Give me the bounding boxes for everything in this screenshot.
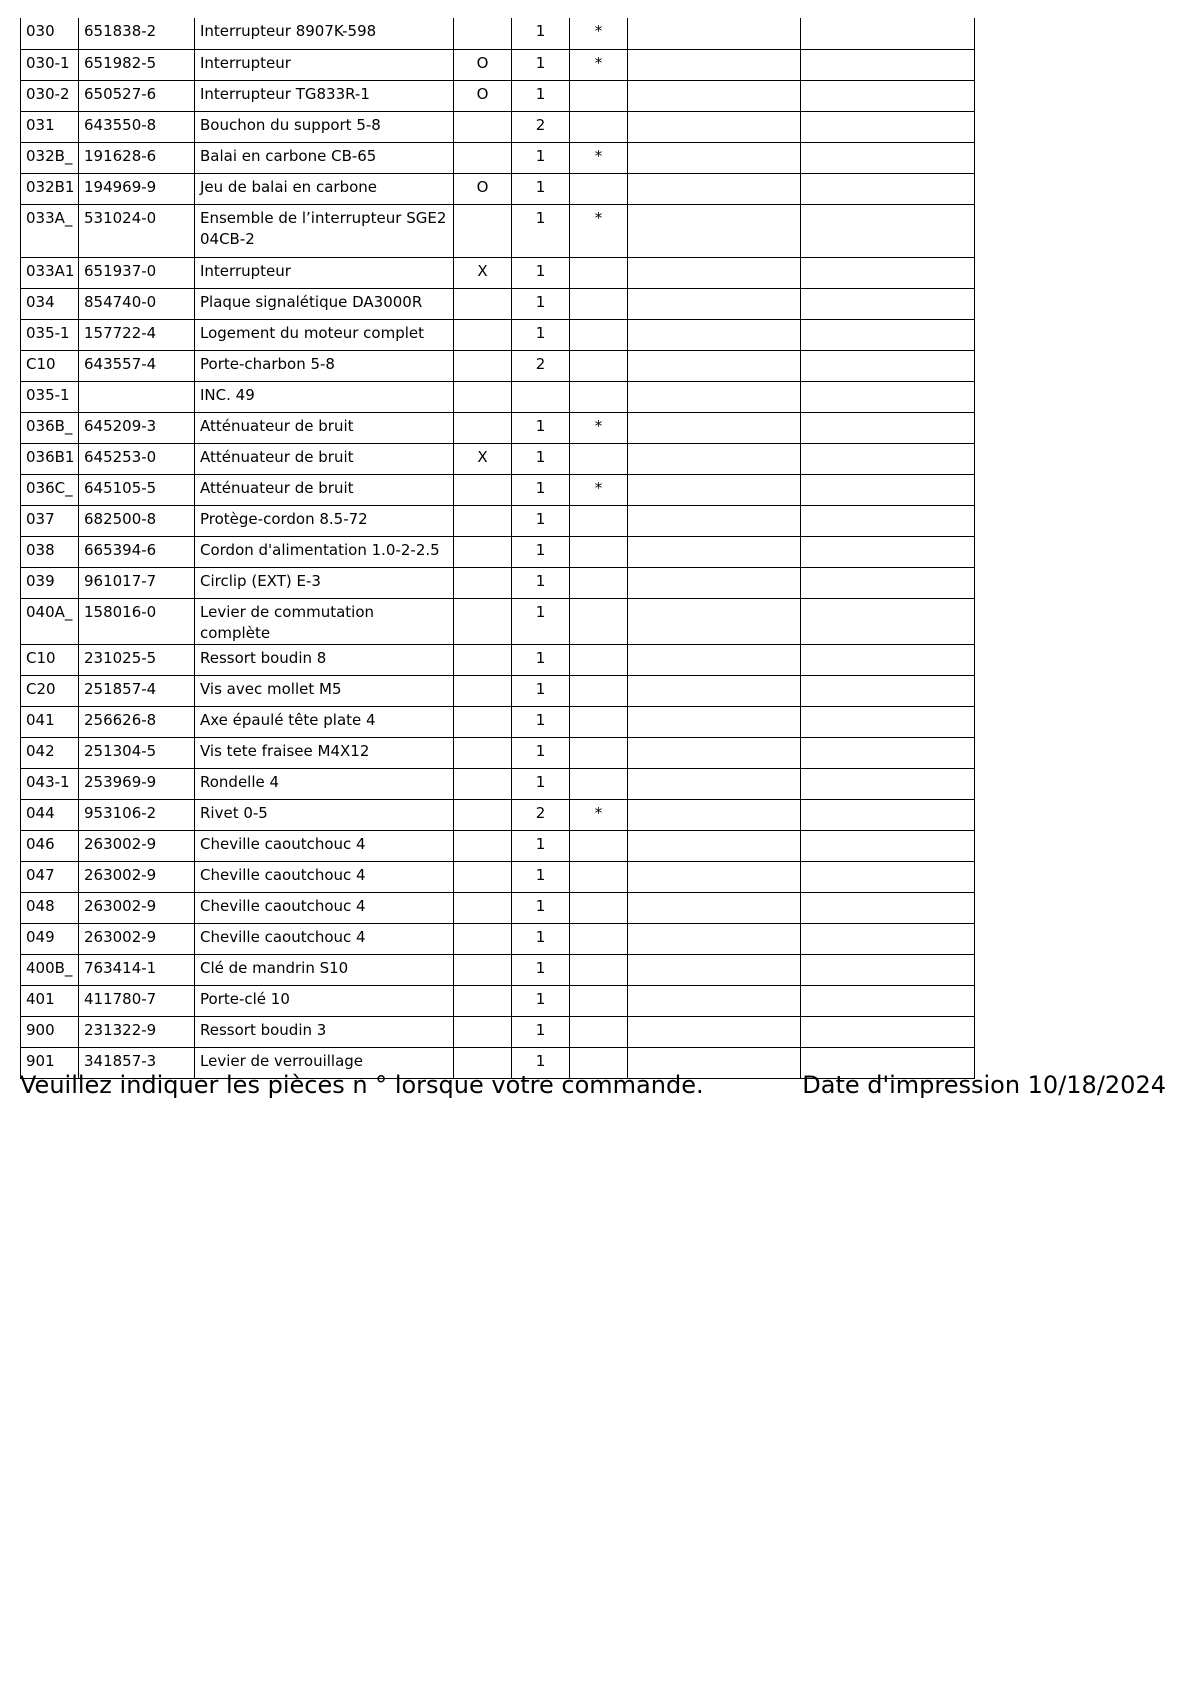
part-ref-cell: 645105-5 [79, 474, 195, 505]
table-row [21, 861, 975, 892]
table-row [21, 644, 975, 675]
mark-cell [454, 319, 512, 350]
part-number-cell: 033A_ [21, 204, 79, 257]
note-cell [570, 1016, 628, 1047]
table-row [21, 350, 975, 381]
empty-cell [801, 923, 975, 954]
empty-cell [801, 257, 975, 288]
empty-cell [628, 142, 801, 173]
table-row [21, 985, 975, 1016]
empty-cell [801, 768, 975, 799]
part-number-cell: 048 [21, 892, 79, 923]
part-number-cell: C10 [21, 644, 79, 675]
empty-cell [628, 350, 801, 381]
quantity-cell: 1 [512, 49, 570, 80]
note-cell: * [570, 412, 628, 443]
part-ref-cell: 157722-4 [79, 319, 195, 350]
part-ref-cell: 256626-8 [79, 706, 195, 737]
quantity-cell: 1 [512, 288, 570, 319]
note-cell: * [570, 142, 628, 173]
empty-cell [801, 505, 975, 536]
empty-cell [801, 18, 975, 49]
part-number-cell: 400B_ [21, 954, 79, 985]
quantity-cell: 1 [512, 173, 570, 204]
description-cell: Jeu de balai en carbone [195, 173, 454, 204]
empty-cell [801, 173, 975, 204]
part-number-cell: 900 [21, 1016, 79, 1047]
empty-cell [628, 954, 801, 985]
table-row [21, 474, 975, 505]
quantity-cell: 1 [512, 954, 570, 985]
part-ref-cell: 194969-9 [79, 173, 195, 204]
description-cell: Cordon d'alimentation 1.0-2-2.5 [195, 536, 454, 567]
description-cell: INC. 49 [195, 381, 454, 412]
part-number-cell: 901 [21, 1047, 79, 1078]
part-ref-cell: 645209-3 [79, 412, 195, 443]
mark-cell: O [454, 49, 512, 80]
empty-cell [801, 567, 975, 598]
table-row [21, 799, 975, 830]
description-cell: Levier de verrouillage [195, 1047, 454, 1078]
empty-cell [801, 675, 975, 706]
part-ref-cell: 961017-7 [79, 567, 195, 598]
description-cell: Vis tete fraisee M4X12 [195, 737, 454, 768]
parts-table-body [21, 18, 975, 1078]
mark-cell [454, 598, 512, 644]
table-row [21, 830, 975, 861]
note-cell [570, 768, 628, 799]
part-ref-cell: 682500-8 [79, 505, 195, 536]
table-row [21, 505, 975, 536]
part-number-cell: 401 [21, 985, 79, 1016]
note-cell [570, 80, 628, 111]
description-cell: Bouchon du support 5-8 [195, 111, 454, 142]
empty-cell [801, 381, 975, 412]
part-ref-cell: 341857-3 [79, 1047, 195, 1078]
empty-cell [801, 474, 975, 505]
empty-cell [628, 830, 801, 861]
mark-cell [454, 474, 512, 505]
description-cell: Cheville caoutchouc 4 [195, 892, 454, 923]
table-row [21, 142, 975, 173]
description-cell: Atténuateur de bruit [195, 412, 454, 443]
description-cell: Ensemble de l’interrupteur SGE2 04CB-2 [195, 204, 454, 257]
description-cell: Atténuateur de bruit [195, 443, 454, 474]
table-row [21, 257, 975, 288]
empty-cell [801, 319, 975, 350]
empty-cell [628, 861, 801, 892]
empty-cell [628, 443, 801, 474]
part-ref-cell [79, 381, 195, 412]
part-number-cell: 047 [21, 861, 79, 892]
part-number-cell: 040A_ [21, 598, 79, 644]
empty-cell [628, 319, 801, 350]
quantity-cell: 1 [512, 985, 570, 1016]
note-cell [570, 923, 628, 954]
description-cell: Interrupteur [195, 49, 454, 80]
description-cell: Cheville caoutchouc 4 [195, 923, 454, 954]
mark-cell [454, 768, 512, 799]
empty-cell [628, 536, 801, 567]
description-cell: Vis avec mollet M5 [195, 675, 454, 706]
quantity-cell: 1 [512, 768, 570, 799]
description-cell: Interrupteur [195, 257, 454, 288]
mark-cell [454, 1016, 512, 1047]
description-cell: Porte-charbon 5-8 [195, 350, 454, 381]
part-ref-cell: 263002-9 [79, 923, 195, 954]
quantity-cell: 1 [512, 474, 570, 505]
note-cell [570, 985, 628, 1016]
part-number-cell: 046 [21, 830, 79, 861]
mark-cell [454, 18, 512, 49]
part-ref-cell: 158016-0 [79, 598, 195, 644]
table-row [21, 49, 975, 80]
description-cell: Circlip (EXT) E-3 [195, 567, 454, 598]
description-cell: Rondelle 4 [195, 768, 454, 799]
quantity-cell: 1 [512, 505, 570, 536]
empty-cell [801, 412, 975, 443]
quantity-cell: 1 [512, 644, 570, 675]
order-instruction: Veuillez indiquer les pièces n ° lorsque votre commande. [20, 1071, 704, 1099]
empty-cell [801, 204, 975, 257]
note-cell [570, 111, 628, 142]
note-cell [570, 892, 628, 923]
mark-cell [454, 675, 512, 706]
empty-cell [628, 288, 801, 319]
part-ref-cell: 531024-0 [79, 204, 195, 257]
empty-cell [628, 412, 801, 443]
note-cell [570, 536, 628, 567]
part-ref-cell: 231025-5 [79, 644, 195, 675]
quantity-cell: 1 [512, 1016, 570, 1047]
description-cell: Logement du moteur complet [195, 319, 454, 350]
empty-cell [628, 505, 801, 536]
description-cell: Levier de commutation complète [195, 598, 454, 644]
empty-cell [628, 111, 801, 142]
table-row [21, 173, 975, 204]
empty-cell [628, 173, 801, 204]
part-number-cell: 032B1 [21, 173, 79, 204]
part-ref-cell: 645253-0 [79, 443, 195, 474]
part-ref-cell: 651982-5 [79, 49, 195, 80]
note-cell [570, 954, 628, 985]
empty-cell [801, 536, 975, 567]
note-cell [570, 861, 628, 892]
empty-cell [801, 443, 975, 474]
empty-cell [628, 923, 801, 954]
quantity-cell: 2 [512, 111, 570, 142]
empty-cell [628, 204, 801, 257]
part-number-cell: 030-2 [21, 80, 79, 111]
part-ref-cell: 231322-9 [79, 1016, 195, 1047]
mark-cell [454, 954, 512, 985]
part-number-cell: 035-1 [21, 381, 79, 412]
empty-cell [801, 706, 975, 737]
mark-cell [454, 706, 512, 737]
quantity-cell: 1 [512, 861, 570, 892]
empty-cell [628, 474, 801, 505]
mark-cell [454, 381, 512, 412]
empty-cell [801, 644, 975, 675]
empty-cell [801, 350, 975, 381]
empty-cell [801, 985, 975, 1016]
quantity-cell: 1 [512, 142, 570, 173]
part-ref-cell: 263002-9 [79, 830, 195, 861]
part-number-cell: 031 [21, 111, 79, 142]
empty-cell [801, 142, 975, 173]
table-row [21, 204, 975, 257]
note-cell: * [570, 18, 628, 49]
empty-cell [628, 644, 801, 675]
part-number-cell: 043-1 [21, 768, 79, 799]
part-ref-cell: 651937-0 [79, 257, 195, 288]
quantity-cell: 1 [512, 923, 570, 954]
part-number-cell: 033A1 [21, 257, 79, 288]
part-number-cell: 041 [21, 706, 79, 737]
description-cell: Interrupteur TG833R-1 [195, 80, 454, 111]
empty-cell [628, 1016, 801, 1047]
empty-cell [801, 737, 975, 768]
table-row [21, 381, 975, 412]
mark-cell [454, 350, 512, 381]
table-row [21, 567, 975, 598]
part-ref-cell: 643550-8 [79, 111, 195, 142]
note-cell [570, 257, 628, 288]
mark-cell [454, 830, 512, 861]
description-cell: Protège-cordon 8.5-72 [195, 505, 454, 536]
part-number-cell: C10 [21, 350, 79, 381]
quantity-cell: 1 [512, 443, 570, 474]
mark-cell [454, 536, 512, 567]
quantity-cell: 1 [512, 80, 570, 111]
mark-cell [454, 412, 512, 443]
mark-cell [454, 567, 512, 598]
note-cell [570, 567, 628, 598]
quantity-cell: 1 [512, 892, 570, 923]
description-cell: Interrupteur 8907K-598 [195, 18, 454, 49]
table-row [21, 288, 975, 319]
table-row [21, 706, 975, 737]
part-number-cell: 037 [21, 505, 79, 536]
part-number-cell: 039 [21, 567, 79, 598]
note-cell [570, 381, 628, 412]
part-number-cell: 044 [21, 799, 79, 830]
description-cell: Rivet 0-5 [195, 799, 454, 830]
table-row [21, 768, 975, 799]
empty-cell [628, 18, 801, 49]
mark-cell [454, 288, 512, 319]
empty-cell [801, 288, 975, 319]
empty-cell [628, 892, 801, 923]
description-cell: Clé de mandrin S10 [195, 954, 454, 985]
empty-cell [801, 799, 975, 830]
part-ref-cell: 665394-6 [79, 536, 195, 567]
note-cell: * [570, 204, 628, 257]
mark-cell [454, 644, 512, 675]
mark-cell [454, 142, 512, 173]
part-ref-cell: 854740-0 [79, 288, 195, 319]
empty-cell [801, 49, 975, 80]
part-ref-cell: 263002-9 [79, 861, 195, 892]
part-number-cell: 036B1 [21, 443, 79, 474]
empty-cell [628, 49, 801, 80]
part-number-cell: 032B_ [21, 142, 79, 173]
part-number-cell: C20 [21, 675, 79, 706]
empty-cell [801, 892, 975, 923]
table-row [21, 598, 975, 644]
note-cell [570, 598, 628, 644]
mark-cell [454, 505, 512, 536]
print-date: Date d'impression 10/18/2024 [802, 1071, 1166, 1099]
note-cell [570, 706, 628, 737]
empty-cell [628, 675, 801, 706]
table-row [21, 412, 975, 443]
table-row [21, 18, 975, 49]
part-ref-cell: 651838-2 [79, 18, 195, 49]
table-row [21, 675, 975, 706]
part-ref-cell: 263002-9 [79, 892, 195, 923]
table-row [21, 892, 975, 923]
quantity-cell: 1 [512, 737, 570, 768]
quantity-cell: 1 [512, 567, 570, 598]
note-cell [570, 644, 628, 675]
part-number-cell: 035-1 [21, 319, 79, 350]
quantity-cell: 1 [512, 18, 570, 49]
empty-cell [628, 706, 801, 737]
part-number-cell: 036C_ [21, 474, 79, 505]
note-cell [570, 288, 628, 319]
quantity-cell: 1 [512, 830, 570, 861]
quantity-cell: 1 [512, 257, 570, 288]
note-cell [570, 737, 628, 768]
part-ref-cell: 953106-2 [79, 799, 195, 830]
part-ref-cell: 763414-1 [79, 954, 195, 985]
mark-cell [454, 861, 512, 892]
mark-cell: O [454, 80, 512, 111]
note-cell [570, 443, 628, 474]
quantity-cell: 1 [512, 412, 570, 443]
table-row [21, 319, 975, 350]
empty-cell [801, 1016, 975, 1047]
quantity-cell: 2 [512, 350, 570, 381]
table-row [21, 80, 975, 111]
note-cell [570, 675, 628, 706]
parts-table [20, 18, 975, 1079]
quantity-cell: 2 [512, 799, 570, 830]
note-cell: * [570, 49, 628, 80]
table-row [21, 923, 975, 954]
mark-cell [454, 892, 512, 923]
note-cell: * [570, 474, 628, 505]
note-cell [570, 505, 628, 536]
note-cell [570, 173, 628, 204]
mark-cell: X [454, 257, 512, 288]
quantity-cell: 1 [512, 204, 570, 257]
description-cell: Ressort boudin 8 [195, 644, 454, 675]
mark-cell [454, 799, 512, 830]
mark-cell [454, 204, 512, 257]
note-cell [570, 830, 628, 861]
mark-cell [454, 985, 512, 1016]
note-cell [570, 319, 628, 350]
empty-cell [628, 257, 801, 288]
part-ref-cell: 643557-4 [79, 350, 195, 381]
part-ref-cell: 251304-5 [79, 737, 195, 768]
quantity-cell: 1 [512, 536, 570, 567]
empty-cell [801, 598, 975, 644]
empty-cell [628, 799, 801, 830]
table-row [21, 1016, 975, 1047]
note-cell [570, 350, 628, 381]
description-cell: Axe épaulé tête plate 4 [195, 706, 454, 737]
quantity-cell: 1 [512, 675, 570, 706]
empty-cell [801, 111, 975, 142]
part-number-cell: 034 [21, 288, 79, 319]
empty-cell [628, 768, 801, 799]
table-row [21, 111, 975, 142]
description-cell: Ressort boudin 3 [195, 1016, 454, 1047]
table-row [21, 737, 975, 768]
part-number-cell: 030-1 [21, 49, 79, 80]
empty-cell [801, 830, 975, 861]
mark-cell: O [454, 173, 512, 204]
empty-cell [801, 954, 975, 985]
quantity-cell: 1 [512, 319, 570, 350]
quantity-cell [512, 381, 570, 412]
part-ref-cell: 650527-6 [79, 80, 195, 111]
empty-cell [628, 985, 801, 1016]
part-number-cell: 030 [21, 18, 79, 49]
description-cell: Balai en carbone CB-65 [195, 142, 454, 173]
part-number-cell: 038 [21, 536, 79, 567]
quantity-cell: 1 [512, 598, 570, 644]
empty-cell [628, 567, 801, 598]
empty-cell [801, 861, 975, 892]
part-number-cell: 049 [21, 923, 79, 954]
description-cell: Cheville caoutchouc 4 [195, 830, 454, 861]
mark-cell: X [454, 443, 512, 474]
note-cell: * [570, 799, 628, 830]
part-number-cell: 036B_ [21, 412, 79, 443]
mark-cell [454, 923, 512, 954]
empty-cell [628, 381, 801, 412]
mark-cell [454, 737, 512, 768]
quantity-cell: 1 [512, 1047, 570, 1078]
empty-cell [628, 80, 801, 111]
quantity-cell: 1 [512, 706, 570, 737]
description-cell: Porte-clé 10 [195, 985, 454, 1016]
mark-cell [454, 111, 512, 142]
table-row [21, 954, 975, 985]
empty-cell [801, 80, 975, 111]
description-cell: Atténuateur de bruit [195, 474, 454, 505]
empty-cell [628, 737, 801, 768]
table-row [21, 443, 975, 474]
part-ref-cell: 253969-9 [79, 768, 195, 799]
part-number-cell: 042 [21, 737, 79, 768]
table-row [21, 536, 975, 567]
part-ref-cell: 411780-7 [79, 985, 195, 1016]
description-cell: Plaque signalétique DA3000R [195, 288, 454, 319]
empty-cell [628, 598, 801, 644]
description-cell: Cheville caoutchouc 4 [195, 861, 454, 892]
part-ref-cell: 191628-6 [79, 142, 195, 173]
part-ref-cell: 251857-4 [79, 675, 195, 706]
